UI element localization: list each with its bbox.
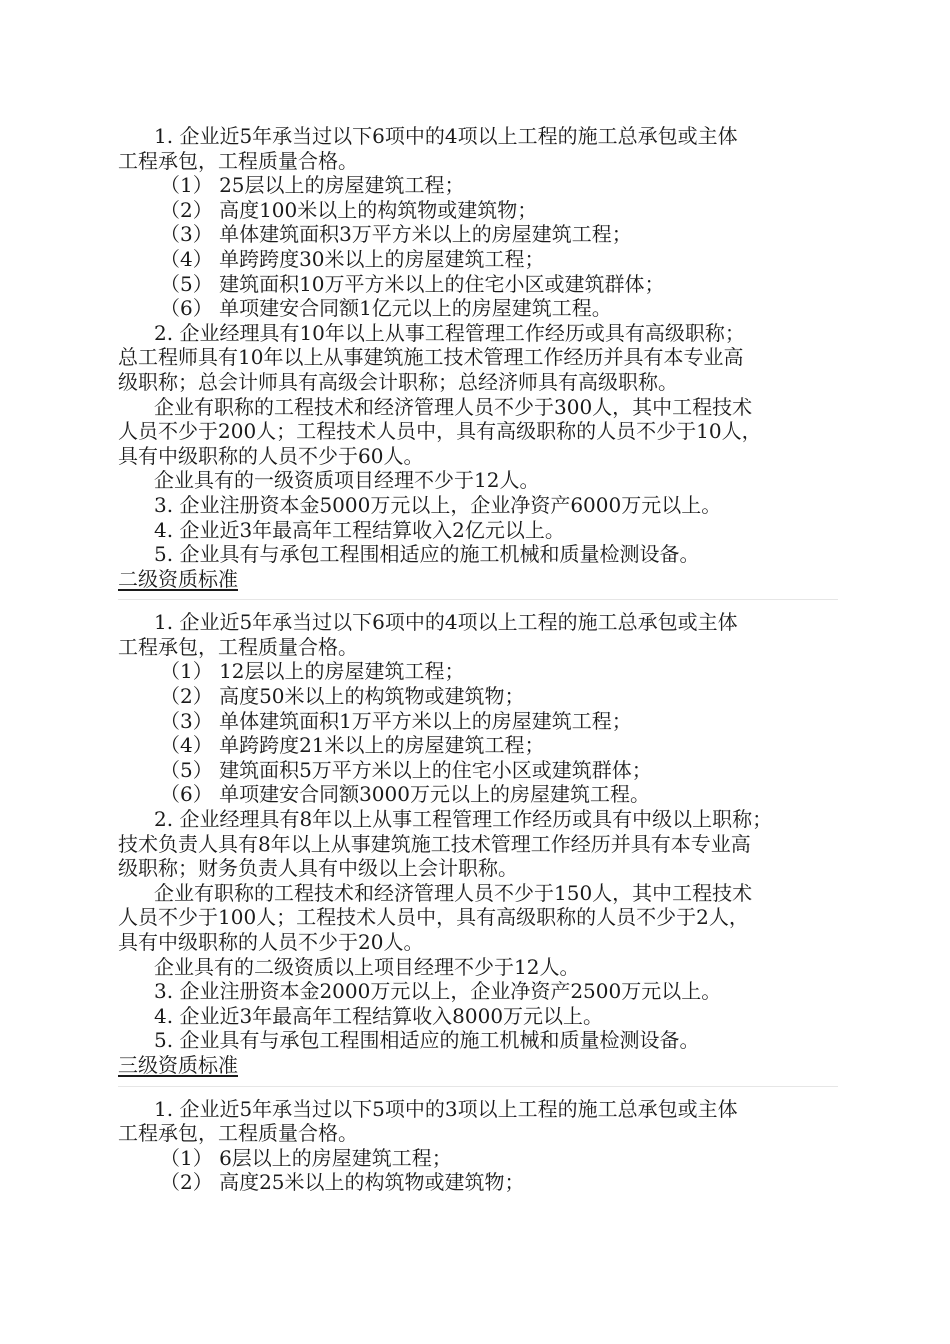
document-page (118, 124, 838, 1195)
text-line: 1. 企业近5年承当过以下5项中的3项以上工程的施工总承包或主体 (154, 1096, 738, 1121)
text-line: 3. 企业注册资本金2000万元以上，企业净资产2500万元以上。 (154, 979, 722, 1004)
text-line: （4） 单跨跨度30米以上的房屋建筑工程； (160, 246, 545, 271)
text-line: （2） 高度100米以上的构筑物或建筑物； (160, 197, 538, 222)
text-line: 人员不少于100人；工程技术人员中，具有高级职称的人员不少于2人， (118, 905, 749, 930)
section-heading-level-2 (118, 567, 838, 592)
text-line: 1. 企业近5年承当过以下6项中的4项以上工程的施工总承包或主体 (154, 124, 738, 148)
text-line: 工程承包，工程质量合格。 (118, 1121, 358, 1146)
text-line: 企业有职称的工程技术和经济管理人员不少于300人，其中工程技术 (154, 394, 753, 419)
text-line: 人员不少于200人；工程技术人员中，具有高级职称的人员不少于10人， (118, 419, 762, 444)
text-line: （6） 单项建安合同额1亿元以上的房屋建筑工程。 (160, 296, 612, 321)
text-line: （4） 单跨跨度21米以上的房屋建筑工程； (160, 733, 545, 758)
text-line: 5. 企业具有与承包工程围相适应的施工机械和质量检测设备。 (154, 1028, 700, 1053)
section-level-2 (118, 610, 838, 1053)
section-heading-level-3 (118, 1053, 838, 1078)
text-line: （1） 12层以上的房屋建筑工程； (160, 659, 465, 684)
text-line: （5） 建筑面积5万平方米以上的住宅小区或建筑群体； (160, 757, 652, 782)
text-line: 5. 企业具有与承包工程围相适应的施工机械和质量检测设备。 (154, 542, 700, 567)
text-line: 1. 企业近5年承当过以下6项中的4项以上工程的施工总承包或主体 (154, 610, 738, 635)
text-line: （6） 单项建安合同额3000万元以上的房屋建筑工程。 (160, 782, 650, 807)
text-line: 2. 企业经理具有8年以上从事工程管理工作经历或具有中级以上职称； (154, 807, 773, 832)
text-line: 工程承包，工程质量合格。 (118, 634, 358, 659)
text-line: （5） 建筑面积10万平方米以上的住宅小区或建筑群体； (160, 271, 665, 296)
text-line: 具有中级职称的人员不少于60人。 (118, 443, 424, 468)
text-line: 具有中级职称的人员不少于20人。 (118, 930, 424, 954)
text-line: （3） 单体建筑面积3万平方米以上的房屋建筑工程； (160, 222, 632, 247)
heading-text: 二级资质标准 (118, 566, 238, 591)
text-line: 技术负责人具有8年以上从事建筑施工技术管理工作经历并具有本专业高 (118, 831, 751, 856)
section-level-1 (118, 124, 838, 567)
text-line: 级职称；财务负责人具有中级以上会计职称。 (118, 856, 518, 881)
section-divider (118, 1086, 838, 1087)
text-line: （2） 高度25米以上的构筑物或建筑物； (160, 1170, 525, 1195)
section-divider (118, 599, 838, 600)
text-line: 工程承包，工程质量合格。 (118, 148, 358, 173)
text-line: 企业具有的二级资质以上项目经理不少于12人。 (154, 954, 580, 979)
text-line: （1） 25层以上的房屋建筑工程； (160, 173, 465, 198)
text-line: 4. 企业近3年最高年工程结算收入8000万元以上。 (154, 1003, 604, 1028)
text-line: 3. 企业注册资本金5000万元以上，企业净资产6000万元以上。 (154, 492, 722, 517)
text-line: （2） 高度50米以上的构筑物或建筑物； (160, 684, 525, 709)
text-line: （1） 6层以上的房屋建筑工程； (160, 1145, 452, 1170)
text-line: 4. 企业近3年最高年工程结算收入2亿元以上。 (154, 517, 565, 542)
text-line: （3） 单体建筑面积1万平方米以上的房屋建筑工程； (160, 708, 632, 733)
section-level-3 (118, 1097, 838, 1195)
text-line: 级职称；总会计师具有高级会计职称；总经济师具有高级职称。 (118, 369, 678, 394)
heading-text: 三级资质标准 (118, 1052, 238, 1077)
text-line: 总工程师具有10年以上从事建筑施工技术管理工作经历并具有本专业高 (118, 345, 744, 370)
text-line: 2. 企业经理具有10年以上从事工程管理工作经历或具有高级职称； (154, 320, 745, 345)
text-line: 企业具有的一级资质项目经理不少于12人。 (154, 468, 540, 493)
text-line: 企业有职称的工程技术和经济管理人员不少于150人，其中工程技术 (154, 880, 753, 905)
